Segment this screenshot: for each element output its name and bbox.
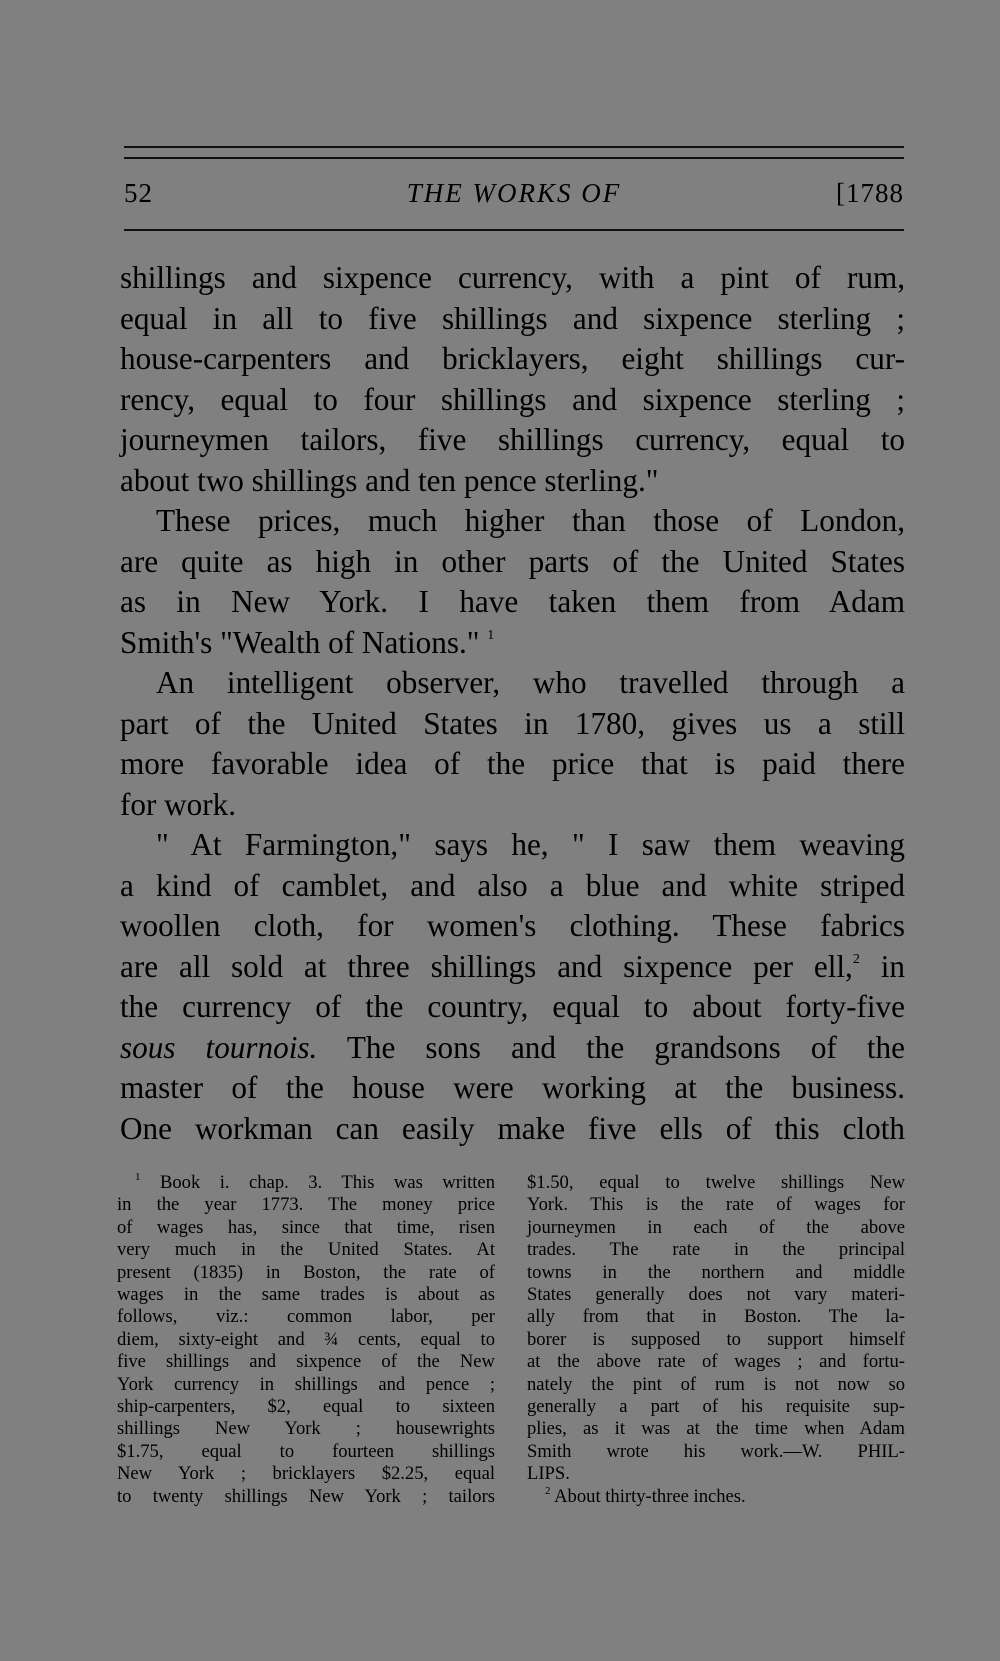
text-line: " At Farmington," says he, " I saw them weaving [156,827,905,862]
text-line [120,947,905,988]
footnote-line: nately the pint of rum is not now so [527,1373,905,1395]
footnote-line: States generally does not vary materi- [527,1284,905,1306]
text-line: more favorable idea of the price that is paid there [120,746,905,781]
footnote-line: very much in the United States. At [117,1239,495,1261]
footnote-line: to twenty shillings New York ; tailors [117,1485,495,1507]
text-fragment: in [859,948,906,984]
text-line: about two shillings and ten pence sterling." [120,462,659,498]
text-line: house-carpenters and bricklayers, eight shillings cur- [120,341,905,376]
text-line: as in New York. I have taken them from Adam [120,584,905,619]
footnote-line: trades. The rate in the principal [527,1239,905,1261]
text-line: the currency of the country, equal to about forty-five [120,989,905,1024]
footnote-line [117,1172,495,1194]
footnote-line: $1.50, equal to twelve shillings New [527,1172,905,1193]
footnote-line: five shillings and sixpence of the New [117,1351,495,1373]
text-fragment: About thirty-three inches. [550,1485,746,1507]
footnote-column-right [527,1172,905,1508]
text-line: These prices, much higher than those of London, [156,503,905,538]
main-text [120,258,905,1149]
text-fragment: Book i. chap. 3. This was written [140,1172,495,1193]
italic-phrase: sous tournois. [120,1029,318,1065]
running-header [124,178,904,218]
footnote-line: York. This is the rate of wages for [527,1194,905,1216]
footnote-line: present (1835) in Boston, the rate of [117,1261,495,1283]
footnote-line: follows, viz.: common labor, per [117,1306,495,1328]
footnote-line: generally a part of his requisite sup- [527,1396,905,1418]
text-line: for work. [120,786,237,822]
text-line: rency, equal to four shillings and sixpence sterling ; [120,381,905,417]
text-line [120,1028,905,1069]
text-line: One workman can easily make five ells of this cloth [120,1110,905,1146]
text-line: equal in all to five shillings and sixpence sterling ; [120,300,905,336]
footnote-line: plies, as it was at the time when Adam [527,1418,905,1440]
footnote-line: ally from that in Boston. The la- [527,1306,905,1328]
paragraph-1 [120,258,905,501]
footnote-line: $1.75, equal to fourteen shillings [117,1440,495,1462]
footnote-line: borer is supposed to support himself [527,1328,905,1350]
footnote-marker: 1 [135,1171,141,1183]
footnote-line: ship-carpenters, $2, equal to sixteen [117,1396,495,1418]
footnote-line: journeymen in each of the above [527,1216,905,1238]
footnote-line: wages in the same trades is about as [117,1284,495,1306]
running-title: THE WORKS OF [406,178,622,208]
text-fragment: Smith's "Wealth of Nations." [120,624,480,660]
text-line: are quite as high in other parts of the United States [120,543,905,579]
footnote-marker: 2 [545,1484,551,1497]
footnote-marker: 2 [852,951,860,967]
footnote-line: of wages has, since that time, risen [117,1216,495,1238]
footnote-line: LIPS. [527,1463,570,1485]
text-line: journeymen tailors, five shillings currency, equal to [120,422,905,457]
footnote-line: Smith wrote his work.—W. PHIL- [527,1440,905,1462]
footnote-line: towns in the northern and middle [527,1261,905,1283]
top-double-rule-upper [124,146,904,148]
text-line [120,623,905,664]
text-line: a kind of camblet, and also a blue and white striped [120,867,905,903]
footnote-line: York currency in shillings and pence ; [117,1373,495,1395]
text-line: master of the house were working at the business. [120,1070,905,1105]
header-rule [124,229,904,231]
text-line: woollen cloth, for women's clothing. These fabrics [120,908,905,943]
text-line: An intelligent observer, who travelled through a [156,665,905,700]
paragraph-4 [120,825,905,1149]
text-fragment: The sons and the grandsons of the [317,1029,905,1065]
footnote-column-left [117,1172,495,1508]
footnote-line: diem, sixty-eight and ¾ cents, equal to [117,1328,495,1350]
footnote-line: in the year 1773. The money price [117,1194,495,1216]
footnote-line: at the above rate of wages ; and fortu- [527,1351,905,1373]
text-fragment: are all sold at three shillings and sixpence per ell, [120,948,853,984]
paragraph-3 [120,663,905,825]
footnote-marker: 1 [487,627,495,643]
footnote-line: shillings New York ; housewrights [117,1418,495,1440]
text-line: part of the United States in 1780, gives us a still [120,705,905,741]
footnote-line [527,1486,905,1508]
top-double-rule-lower [124,157,904,159]
text-line: shillings and sixpence currency, with a pint of rum, [120,260,905,295]
paragraph-2 [120,501,905,663]
header-year: [1788 [836,178,904,208]
page-number: 52 [124,178,153,208]
footnote-line: New York ; bricklayers $2.25, equal [117,1463,495,1485]
